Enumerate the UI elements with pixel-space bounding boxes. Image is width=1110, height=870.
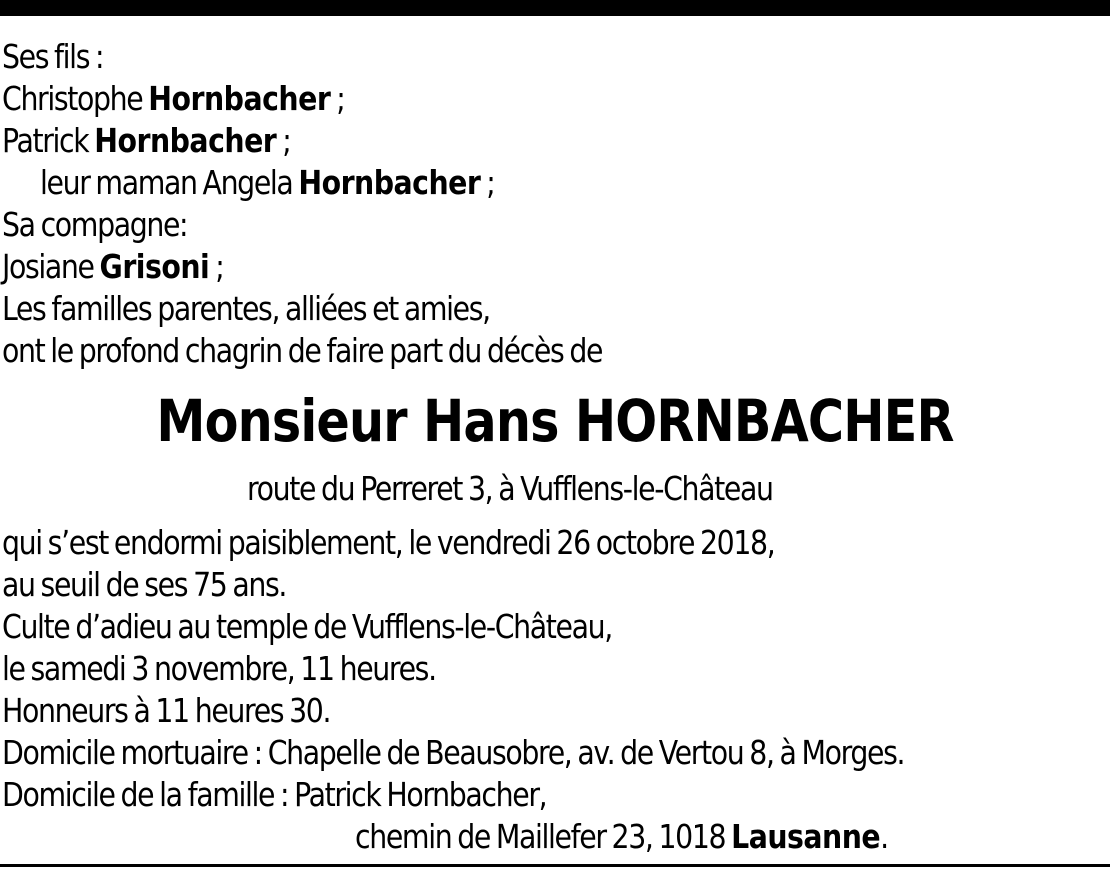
partner-line (2, 246, 223, 288)
partner-first-name: Josiane (2, 247, 94, 286)
son-2-separator: ; (276, 121, 291, 160)
son-2-line (2, 120, 290, 162)
top-rule (0, 0, 1110, 16)
sons-heading (2, 36, 103, 78)
deceased-address: route du Perreret 3, à Vufflens-le-Château (247, 469, 773, 508)
family-address-end: . (880, 817, 888, 856)
mother-prefix: leur maman Angela (40, 163, 293, 202)
detail-line-2: au seuil de ses 75 ans. (2, 565, 287, 604)
bottom-rule (0, 864, 1110, 867)
family-address-city: Lausanne (731, 817, 881, 856)
son-2-first-name: Patrick (2, 121, 89, 160)
son-1-line (2, 78, 344, 120)
announcement-text: ont le profond chagrin de faire part du décès de (2, 331, 603, 370)
deceased-name: Monsieur Hans HORNBACHER (156, 387, 954, 455)
partner-last-name: Grisoni (99, 247, 210, 286)
mother-last-name: Hornbacher (298, 163, 481, 202)
mother-separator: ; (480, 163, 495, 202)
partner-separator: ; (209, 247, 224, 286)
son-1-last-name: Hornbacher (148, 79, 331, 118)
detail-line-1: qui s’est endormi paisiblement, le vendredi 26 octobre 2018, (2, 523, 775, 562)
detail-line-5: Honneurs à 11 heures 30. (2, 691, 331, 730)
families-line (2, 288, 490, 330)
partner-heading-text: Sa compagne: (2, 205, 188, 244)
announcement-line (2, 330, 602, 372)
detail-line-8 (355, 816, 888, 858)
sons-heading-text: Ses fils : (2, 37, 104, 76)
families-text: Les familles parentes, alliées et amies, (2, 289, 490, 328)
detail-line-7: Domicile de la famille : Patrick Hornbacher, (2, 775, 547, 814)
family-address-street: chemin de Maillefer 23, 1018 (355, 817, 726, 856)
detail-line-3: Culte d’adieu au temple de Vufflens-le-Château, (2, 607, 612, 646)
partner-heading (2, 204, 187, 246)
detail-line-4: le samedi 3 novembre, 11 heures. (2, 649, 436, 688)
son-1-first-name: Christophe (2, 79, 143, 118)
detail-line-6: Domicile mortuaire : Chapelle de Beausobre, av. de Vertou 8, à Morges. (2, 733, 905, 772)
mother-line (40, 162, 495, 204)
son-2-last-name: Hornbacher (94, 121, 277, 160)
son-1-separator: ; (330, 79, 345, 118)
